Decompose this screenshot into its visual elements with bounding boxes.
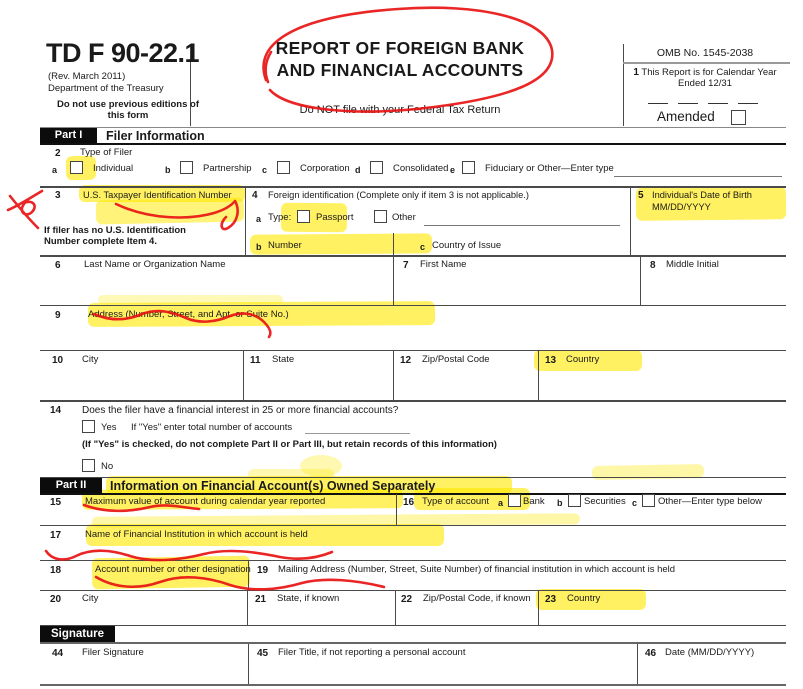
item23-label: Country [567, 593, 601, 604]
item44-label: Filer Signature [82, 647, 144, 658]
item18-number: 18 [50, 565, 62, 576]
filer-type-e-label: Fiduciary or Other—Enter type [485, 163, 614, 174]
item20-number: 20 [50, 594, 62, 605]
item12-number: 12 [400, 355, 412, 366]
form-department: Department of the Treasury [48, 83, 164, 94]
item5-label: Individual's Date of Birth [652, 190, 752, 200]
divider [247, 591, 248, 625]
item6-label: Last Name or Organization Name [84, 259, 226, 270]
form-revision: (Rev. March 2011) [48, 71, 126, 82]
item16-number: 16 [403, 497, 415, 508]
account-type-b-label: Securities [584, 496, 626, 507]
account-type-b-letter: b [557, 498, 563, 508]
item14-no-label: No [101, 461, 114, 472]
rule [40, 590, 786, 591]
divider [396, 494, 397, 525]
item10-label: City [82, 354, 99, 365]
divider [640, 256, 641, 305]
individual-checkbox[interactable] [70, 161, 83, 174]
item45-label: Filer Title, if not reporting a personal account [278, 647, 466, 658]
bottom-rule [40, 684, 786, 686]
item4-number: 4 [252, 190, 258, 201]
item13-label: Country [566, 354, 600, 365]
item3-margin-mark [8, 191, 42, 228]
consolidated-checkbox[interactable] [370, 161, 383, 174]
rule [40, 560, 786, 561]
item9-number: 9 [55, 310, 61, 321]
item5-number: 5 [638, 190, 644, 201]
item4-label: Foreign identification (Complete only if item 3 is not applicable.) [268, 190, 529, 200]
item4a-letter: a [256, 214, 262, 224]
filer-type-d-letter: d [355, 165, 361, 175]
item14-warning: (If "Yes" is checked, do not complete Part II or Part III, but retain records of this information) [82, 439, 497, 450]
item8-number: 8 [650, 260, 656, 271]
divider [393, 351, 394, 400]
item14-yes-note: If "Yes" enter total number of accounts [131, 422, 293, 433]
calendar-year-digit-lines[interactable] [648, 92, 760, 104]
item4b-letter: b [256, 242, 262, 252]
divider [245, 186, 246, 255]
rule [40, 525, 786, 526]
item23-number: 23 [545, 594, 557, 605]
no-25-accounts-checkbox[interactable] [82, 459, 95, 472]
partnership-checkbox[interactable] [180, 161, 193, 174]
rule [40, 255, 786, 257]
amended-checkbox[interactable] [731, 110, 746, 125]
item4c-label: Country of Issue [432, 240, 502, 251]
item7-label: First Name [420, 259, 467, 270]
divider [393, 233, 394, 255]
item22-number: 22 [401, 594, 413, 605]
corporation-checkbox[interactable] [277, 161, 290, 174]
amended-label: Amended [657, 109, 715, 124]
item16-label: Type of account [422, 496, 490, 507]
item45-number: 45 [257, 648, 269, 659]
divider [248, 644, 249, 684]
divider [243, 351, 244, 400]
omb-number: OMB No. 1545-2038 [656, 47, 754, 59]
year-digit-line[interactable] [738, 92, 758, 104]
rule [40, 186, 786, 188]
omb-underline [623, 62, 790, 64]
header-bottom-rule [40, 127, 786, 128]
item21-number: 21 [255, 594, 267, 605]
filer-type-a-label: Individual [93, 163, 134, 174]
account-type-a-label: Bank [523, 496, 545, 507]
item9-label: Address (Number, Street, and Apt. or Suite No.) [88, 309, 289, 320]
other-type-input-line[interactable] [424, 213, 620, 226]
item19-label: Mailing Address (Number, Street, Suite Number) of financial institution in which account is held [278, 564, 676, 575]
item18-label: Account number or other designation [95, 564, 251, 575]
other-id-label: Other [392, 212, 416, 223]
signature-bar-rule [40, 642, 786, 644]
item14-label: Does the filer have a financial interest in 25 or more financial accounts? [82, 405, 399, 416]
form-number: TD F 90-22.1 [46, 38, 200, 68]
other-id-checkbox[interactable] [374, 210, 387, 223]
divider [637, 644, 638, 684]
item14-yes-label: Yes [101, 422, 117, 433]
filer-type-c-letter: c [262, 165, 268, 175]
item46-label: Date (MM/DD/YYYY) [665, 647, 755, 658]
item17-label: Name of Financial Institution in which account is held [85, 529, 308, 540]
item3-label: U.S. Taxpayer Identification Number [83, 190, 232, 200]
item4a-label: Type: [268, 212, 292, 223]
filer-type-e-letter: e [450, 165, 456, 175]
filer-type-d-label: Consolidated [393, 163, 449, 174]
item1-label: This Report is for Calendar Year Ended 12/31 [641, 67, 777, 89]
rule [40, 305, 786, 306]
item13-number: 13 [545, 355, 557, 366]
form-title-line2: AND FINANCIAL ACCOUNTS [276, 60, 524, 80]
passport-label: Passport [316, 212, 354, 223]
item11-label: State [272, 354, 295, 365]
item4c-letter: c [420, 242, 426, 252]
form-subtitle: Do NOT file with your Federal Tax Return [299, 104, 501, 116]
item5-format: MM/DD/YYYY [652, 202, 711, 212]
fiduciary-other-checkbox[interactable] [462, 161, 475, 174]
item17-number: 17 [50, 530, 62, 541]
year-digit-line[interactable] [648, 92, 668, 104]
item46-number: 46 [645, 648, 657, 659]
divider [538, 591, 539, 625]
divider [393, 256, 394, 305]
form-title-line1: REPORT OF FOREIGN BANK [275, 38, 525, 58]
year-digit-line[interactable] [678, 92, 698, 104]
item10-number: 10 [52, 355, 64, 366]
item7-number: 7 [403, 260, 409, 271]
part1-title: Filer Information [106, 129, 205, 143]
rule [40, 400, 786, 402]
item12-label: Zip/Postal Code [422, 354, 490, 365]
part2-title: Information on Financial Account(s) Owned Separately [110, 479, 436, 493]
item14-number: 14 [50, 405, 62, 416]
item15-label: Maximum value of account during calendar year reported [85, 496, 326, 507]
filer-type-c-label: Corporation [300, 163, 350, 174]
other-account-checkbox[interactable] [642, 494, 655, 507]
yes-25-accounts-checkbox[interactable] [82, 420, 95, 433]
item3-note: If filer has no U.S. Identification Number complete Item 4. [44, 225, 186, 247]
total-accounts-input-line[interactable] [305, 421, 410, 434]
item1-calendar-year [630, 67, 780, 90]
divider [538, 351, 539, 400]
passport-checkbox[interactable] [297, 210, 310, 223]
item8-label: Middle Initial [666, 259, 719, 270]
item21-label: State, if known [277, 593, 340, 604]
enter-type-input-line[interactable] [614, 164, 782, 177]
item15-number: 15 [50, 497, 62, 508]
item6-number: 6 [55, 260, 61, 271]
account-type-c-label: Other—Enter type below [658, 496, 763, 507]
omb-box-border [623, 44, 624, 126]
no-previous-editions-note: Do not use previous editions of this form [57, 99, 199, 121]
item22-label: Zip/Postal Code, if known [423, 593, 531, 604]
account-type-c-letter: c [632, 498, 638, 508]
securities-account-checkbox[interactable] [568, 494, 581, 507]
item2-label: Type of Filer [80, 147, 133, 158]
filer-type-b-letter: b [165, 165, 171, 175]
divider [630, 186, 631, 255]
account-type-a-letter: a [498, 498, 504, 508]
rule [40, 350, 786, 351]
part2-tab: Part II [40, 478, 102, 493]
item20-label: City [82, 593, 99, 604]
divider [395, 591, 396, 625]
item44-number: 44 [52, 648, 64, 659]
item19-number: 19 [257, 565, 269, 576]
item2-number: 2 [55, 148, 61, 159]
item1-number: 1 [633, 67, 639, 78]
item3-number: 3 [55, 190, 61, 201]
rule [40, 477, 786, 478]
item11-number: 11 [250, 355, 261, 366]
filer-type-b-label: Partnership [203, 163, 252, 174]
bank-account-checkbox[interactable] [508, 494, 521, 507]
highlight-item3-smear [96, 197, 244, 224]
filer-type-a-letter: a [52, 165, 58, 175]
year-digit-line[interactable] [708, 92, 728, 104]
rule [40, 625, 786, 626]
part1-tab: Part I [40, 128, 97, 143]
item4b-label: Number [268, 240, 302, 251]
signature-tab: Signature [40, 626, 115, 642]
